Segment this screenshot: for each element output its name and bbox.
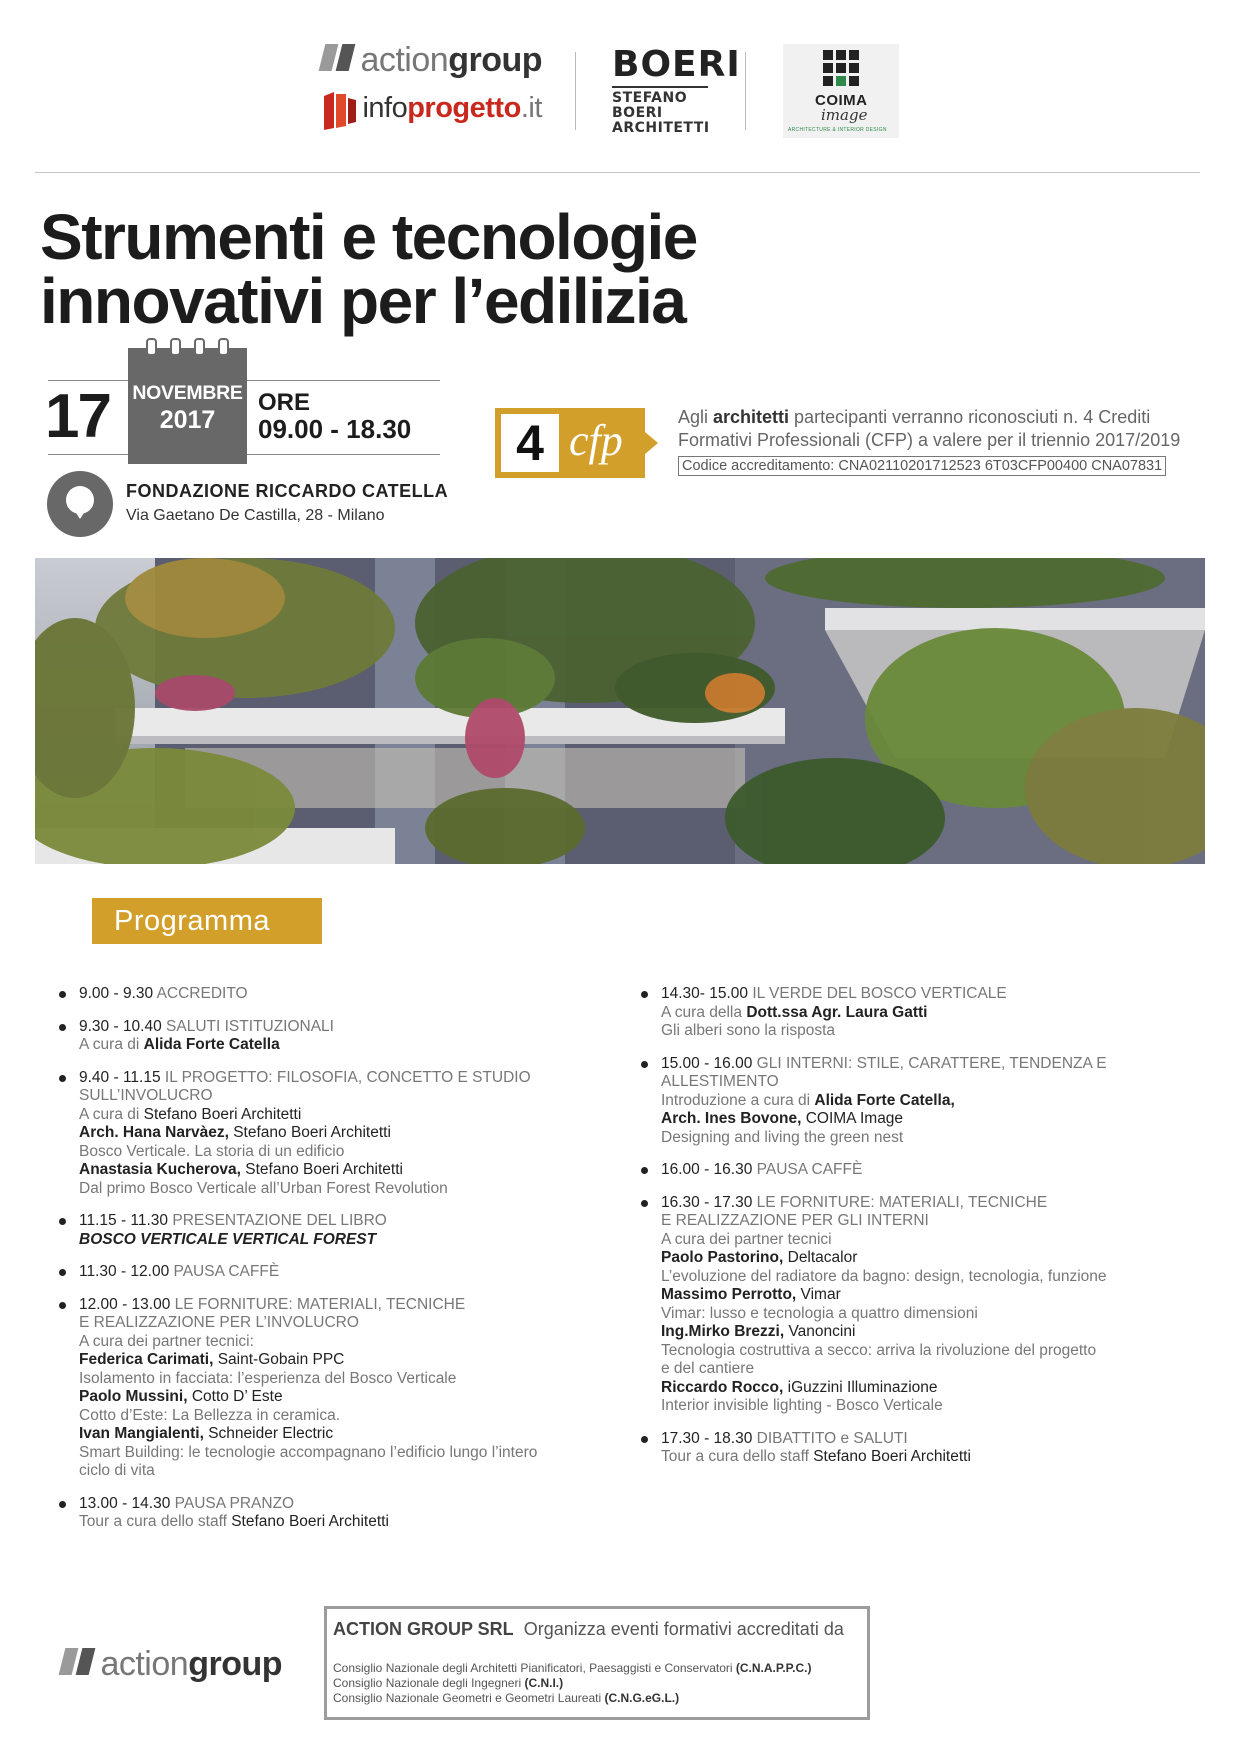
venue-address: Via Gaetano De Castilla, 28 - Milano (126, 507, 385, 524)
infoprogetto-mark-icon (322, 92, 358, 130)
talk-title: Smart Building: le tecnologie accompagnano l’edificio lungo l’intero (79, 1443, 538, 1461)
item-org: COIMA Image (801, 1110, 904, 1127)
infoprogetto-word-b: progetto (407, 92, 521, 124)
title-line-2: innovativi per l’edilizia (40, 265, 686, 337)
item-title: PAUSA PRANZO (174, 1494, 295, 1512)
item-org: Stefano Boeri Architetti (240, 1161, 403, 1178)
speaker-name: Ing.Mirko Brezzi, (661, 1323, 785, 1340)
item-title: DIBATTITO e SALUTI (756, 1429, 908, 1447)
program-item (54, 1069, 614, 1199)
actiongroup-word-bold: group (448, 41, 542, 79)
programma-right-column (636, 985, 1216, 1481)
item-org: Stefano Boeri Architetti (228, 1124, 391, 1141)
book-title: BOSCO VERTICALE VERTICAL FOREST (79, 1230, 377, 1248)
speaker-name: Alida Forte Catella (143, 1036, 280, 1053)
event-day: 17 (45, 382, 110, 451)
programma-heading: Programma (92, 898, 322, 944)
speaker-name: Paolo Mussini, (79, 1388, 188, 1405)
speaker-name: Riccardo Rocco, (661, 1378, 784, 1396)
cfp-arrow-icon (645, 432, 658, 454)
program-item (54, 1018, 614, 1055)
programma-left-column (54, 985, 614, 1546)
actiongroup-mark-icon-dark (336, 44, 356, 71)
program-item (54, 1495, 614, 1532)
boeri-logo (612, 44, 741, 136)
item-title: SALUTI ISTITUZIONALI (166, 1017, 334, 1035)
boeri-monogram: BOERI (612, 44, 741, 85)
vertical-forest-illustration (35, 558, 1205, 864)
organizer-desc: Organizza eventi formativi accreditati da (523, 1619, 844, 1639)
footer-actiongroup-word-light: action (100, 1645, 189, 1683)
talk-title: Vimar: lusso e tecnologia a quattro dimensioni (661, 1304, 978, 1322)
accreditor-text: Consiglio Nazionale degli Ingegneri (333, 1676, 525, 1690)
item-time: 12.00 - 13.00 (79, 1295, 171, 1313)
talk-title: L’evoluzione del radiatore da bagno: design, tecnologia, funzione (661, 1267, 1107, 1285)
event-month: NOVEMBRE (132, 382, 243, 404)
cfp-label: cfp (569, 416, 623, 465)
cfp-number: 4 (501, 414, 559, 472)
program-item (54, 1212, 614, 1249)
actiongroup-mark-icon (319, 44, 339, 71)
boeri-rule (612, 86, 708, 88)
speaker-name: Dott.ssa Agr. Laura Gatti (746, 1003, 928, 1021)
accreditor-acronym: (C.N.I.) (524, 1676, 564, 1690)
program-item (636, 1055, 1216, 1148)
coima-grid-icon (823, 50, 859, 86)
accreditor-acronym: (C.N.G.eG.L.) (604, 1691, 680, 1705)
item-org: Vimar (796, 1286, 841, 1303)
item-line: Tour a cura dello staff (661, 1448, 814, 1465)
actiongroup-logo (322, 41, 542, 79)
event-time-block (258, 390, 411, 442)
item-title: IL PROGETTO: FILOSOFIA, CONCETTO E STUDIO (164, 1068, 531, 1086)
footer-actiongroup-word-bold: group (188, 1645, 282, 1683)
accreditor-line (333, 1691, 811, 1706)
coima-tagline: ARCHITECTURE & INTERIOR DESIGN (788, 127, 887, 133)
speaker-name: Alida Forte Catella, (814, 1091, 955, 1109)
speaker-name: Ivan Mangialenti, (79, 1425, 204, 1442)
program-item (636, 985, 1216, 1041)
program-item (636, 1430, 1216, 1467)
cfp-info-bold: architetti (713, 407, 790, 427)
speaker-name: Federica Carimati, (79, 1351, 214, 1368)
item-title-cont: ALLESTIMENTO (661, 1073, 779, 1090)
item-time: 9.40 - 11.15 (79, 1068, 161, 1086)
program-item (54, 1263, 614, 1282)
footer-actiongroup-logo (62, 1645, 282, 1683)
item-org: Stefano Boeri Architetti (143, 1105, 302, 1123)
item-time: 16.30 - 17.30 (661, 1193, 753, 1211)
item-line: Introduzione a cura di (661, 1091, 815, 1109)
actiongroup-word-light: action (360, 41, 449, 79)
item-title-cont: E REALIZZAZIONE PER GLI INTERNI (661, 1212, 929, 1229)
boeri-line-1: STEFANO (612, 90, 688, 106)
accreditation-box-title (333, 1619, 844, 1640)
item-title: LE FORNITURE: MATERIALI, TECNICHE (174, 1295, 466, 1313)
item-line: A cura di (79, 1105, 144, 1123)
item-title: PAUSA CAFFÈ (173, 1263, 280, 1280)
speaker-name: Anastasia Kucherova, (79, 1161, 241, 1178)
infoprogetto-word-a: info (362, 92, 408, 124)
calendar-icon (128, 348, 247, 464)
item-title: PAUSA CAFFÈ (756, 1161, 863, 1178)
item-time: 15.00 - 16.00 (661, 1054, 753, 1072)
item-time: 11.30 - 12.00 (79, 1263, 170, 1280)
item-line: A cura dei partner tecnici (661, 1230, 832, 1248)
item-time: 13.00 - 14.30 (79, 1494, 171, 1512)
speaker-name: Arch. Hana Narvàez, (79, 1124, 229, 1141)
infoprogetto-logo (322, 92, 542, 130)
header-divider-1 (575, 52, 576, 130)
talk-title: Cotto d’Este: La Bellezza in ceramica. (79, 1406, 341, 1424)
accreditor-acronym: (C.N.A.P.P.C.) (735, 1661, 812, 1675)
vertical-forest-photo (35, 558, 1205, 864)
cfp-info-pre: Agli (678, 407, 714, 427)
talk-title: Dal primo Bosco Verticale all’Urban Forest Revolution (79, 1179, 448, 1197)
venue-name: FONDAZIONE RICCARDO CATELLA (126, 481, 449, 501)
organizer-name: ACTION GROUP SRL (333, 1619, 514, 1639)
item-line: A cura della (661, 1003, 747, 1021)
cfp-info-post: partecipanti verranno riconosciuti n. 4 Crediti (789, 407, 1151, 427)
header-divider-2 (745, 52, 746, 130)
program-item (54, 1296, 614, 1481)
location-pin-icon (47, 471, 113, 537)
cfp-info-line-2: Formativi Professionali (CFP) a valere per il triennio 2017/2019 (678, 430, 1181, 450)
event-time: 09.00 - 18.30 (258, 414, 412, 444)
boeri-line-3: ARCHITETTI (612, 120, 710, 136)
program-item (636, 1194, 1216, 1416)
accreditor-line (333, 1676, 811, 1691)
program-item (636, 1161, 1216, 1180)
footer-actiongroup-mark-icon-dark (76, 1648, 96, 1675)
footer-actiongroup-mark-icon (59, 1648, 79, 1675)
item-title: GLI INTERNI: STILE, CARATTERE, TENDENZA E (756, 1054, 1107, 1072)
item-time: 16.00 - 16.30 (661, 1161, 753, 1178)
accreditor-text: Consiglio Nazionale Geometri e Geometri Laureati (333, 1691, 605, 1705)
item-line: A cura di (79, 1036, 144, 1053)
speaker-name: Paolo Pastorino, (661, 1249, 784, 1266)
item-org: Schneider Electric (203, 1425, 334, 1442)
title-line-1: Strumenti e tecnologie (40, 201, 697, 273)
talk-title: Gli alberi sono la risposta (661, 1022, 836, 1039)
program-item (54, 985, 614, 1004)
item-time: 11.15 - 11.30 (79, 1212, 169, 1229)
talk-title-cont: ciclo di vita (79, 1462, 155, 1479)
infoprogetto-word-c: .it (520, 92, 542, 124)
talk-title-cont: e del cantiere (661, 1360, 755, 1377)
item-line: A cura dei partner tecnici: (79, 1332, 254, 1350)
coima-script: image (821, 106, 868, 124)
item-time: 17.30 - 18.30 (661, 1429, 753, 1447)
accreditation-code: Codice accreditamento: CNA02110201712523 6T03CFP00400 CNA07831 (678, 456, 1166, 476)
accreditation-box (324, 1606, 870, 1720)
cfp-info (678, 406, 1218, 452)
item-org: Saint-Gobain PPC (213, 1351, 345, 1368)
talk-title: Isolamento in facciata: l’esperienza del Bosco Verticale (79, 1369, 457, 1387)
boeri-line-2: BOERI (612, 105, 663, 121)
talk-title: Interior invisible lighting - Bosco Verticale (661, 1397, 943, 1414)
item-title: PRESENTAZIONE DEL LIBRO (172, 1212, 387, 1229)
item-org: iGuzzini Illuminazione (783, 1378, 938, 1396)
header-rule (35, 172, 1200, 173)
item-time: 9.30 - 10.40 (79, 1017, 162, 1035)
item-title: IL VERDE DEL BOSCO VERTICALE (752, 985, 1007, 1002)
item-title-cont: SULL’INVOLUCRO (79, 1087, 213, 1104)
item-title-cont: E REALIZZAZIONE PER L’INVOLUCRO (79, 1314, 359, 1331)
item-org: Cotto D’ Este (187, 1388, 283, 1405)
talk-title: Tecnologia costruttiva a secco: arriva la rivoluzione del progetto (661, 1341, 1097, 1359)
item-title: ACCREDITO (156, 985, 248, 1002)
talk-title: Designing and living the green nest (661, 1128, 904, 1146)
accreditor-line (333, 1661, 811, 1676)
item-org: Deltacalor (783, 1249, 858, 1266)
item-org: Vanoncini (784, 1323, 856, 1340)
accreditor-text: Consiglio Nazionale degli Architetti Pianificatori, Paesaggisti e Conservatori (333, 1661, 736, 1675)
speaker-name: Massimo Perrotto, (661, 1286, 797, 1303)
item-org: Stefano Boeri Architetti (231, 1513, 389, 1530)
item-time: 14.30- 15.00 (661, 985, 749, 1002)
coima-logo (783, 44, 899, 138)
ore-label: ORE (258, 389, 311, 416)
item-time: 9.00 - 9.30 (79, 985, 154, 1002)
page-title (40, 201, 940, 337)
item-line: Tour a cura dello staff (79, 1513, 232, 1530)
item-org: Stefano Boeri Architetti (813, 1448, 971, 1465)
talk-title: Bosco Verticale. La storia di un edificio (79, 1142, 345, 1160)
item-title: LE FORNITURE: MATERIALI, TECNICHE (756, 1193, 1048, 1211)
event-year: 2017 (159, 406, 216, 434)
cfp-badge (495, 408, 645, 478)
coima-word: COIMA (815, 92, 868, 109)
speaker-name: Arch. Ines Bovone, (661, 1110, 802, 1127)
